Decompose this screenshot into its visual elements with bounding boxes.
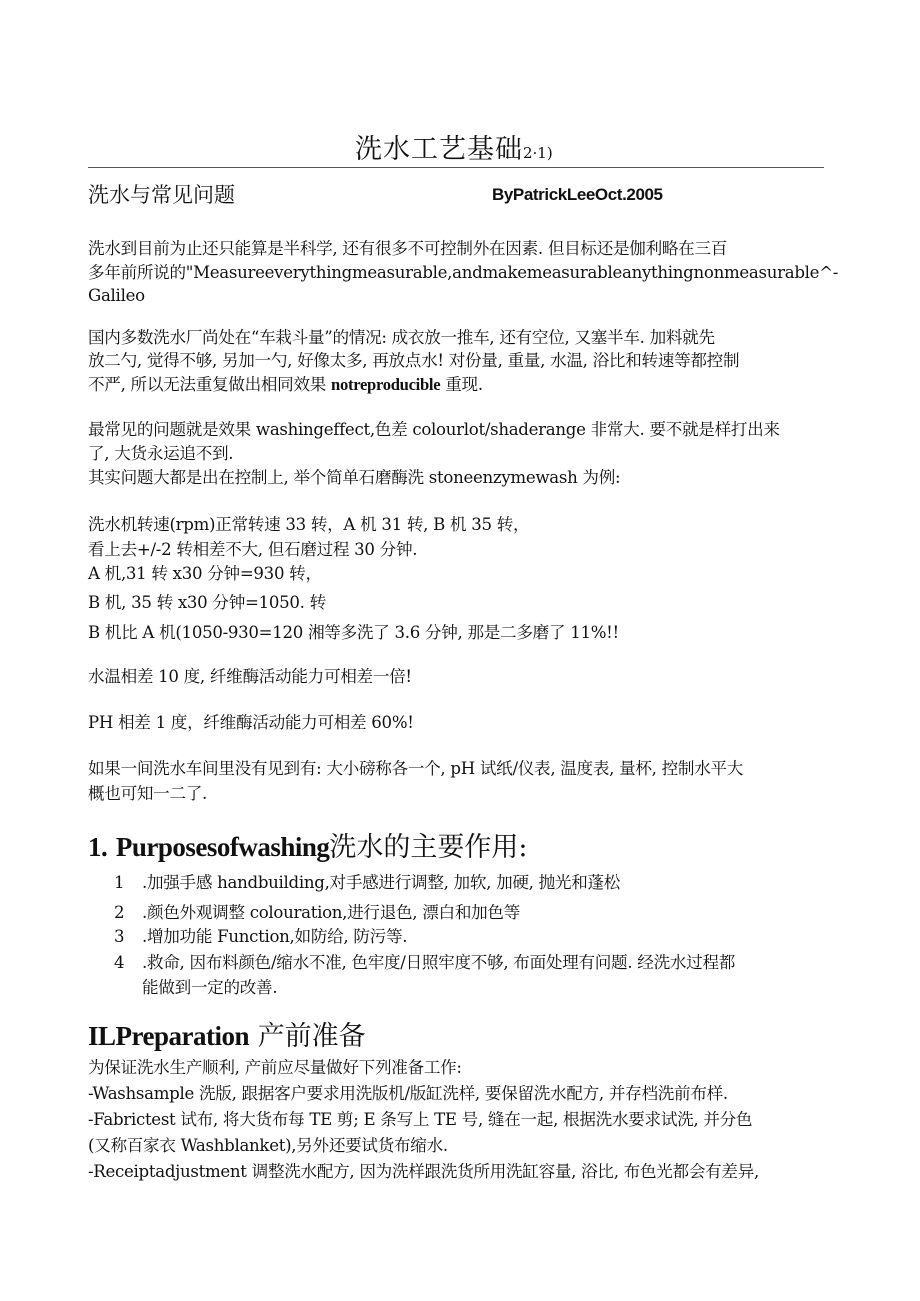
list-item: 4 .救命, 因布料颜色/缩水不准, 色牢度/日照牢度不够, 布面处理有问题. 经洗水过程都 bbox=[114, 953, 736, 972]
list-item: 2 .颜色外观调整 colouration,进行退色, 漂白和加色等 bbox=[114, 903, 521, 922]
intro-p2-line2: 放二勺, 觉得不够, 另加一勺, 好像太多, 再放点水! 对份量, 重量, 水温, 浴比和转速等都控制 bbox=[88, 351, 740, 370]
section2-heading bbox=[88, 1019, 366, 1054]
section2-line4: (又称百家衣 Washblanket),另外还要试货布缩水. bbox=[88, 1136, 448, 1155]
section2-line2: -Washsample 洗版, 跟据客户要求用洗版机/版缸洗样, 要保留洗水配方, 并存档洗前布样. bbox=[88, 1084, 728, 1103]
section2-line3: -Fabrictest 试布, 将大货布每 TE 剪; E 条写上 TE 号, 缝在一起, 根据洗水要求试洗, 并分色 bbox=[88, 1110, 753, 1129]
example-line6: 水温相差 10 度, 纤维酶活动能力可相差一倍! bbox=[88, 667, 412, 686]
intro-p1-line2: 多年前所说的"Measureeverythingmeasurable,andmakemeasurableanythingnonmeasurable^- bbox=[88, 263, 839, 282]
document-subtitle: 洗水与常见问题 bbox=[88, 183, 235, 207]
list-item-continuation: 能做到一定的改善. bbox=[142, 978, 278, 997]
section1-heading-chinese: 洗水的主要作用: bbox=[329, 832, 528, 863]
intro-p1-line1: 洗水到目前为止还只能算是半科学, 还有很多不可控制外在因素. 但目标还是伽利略在三百 bbox=[88, 239, 728, 258]
section1-heading: 1. Purposesofwashing洗水的主要作用: bbox=[88, 832, 528, 863]
intro-p2-line3: 不严, 所以无法重复做出相同效果 notreproducible 重现. bbox=[88, 375, 483, 394]
example-line2: 看上去+/-2 转相差不大, 但石磨过程 30 分钟. bbox=[88, 540, 418, 559]
example-line8: 如果一间洗水车间里没有见到有: 大小磅称各一个, pH 试纸/仪表, 温度表, 量杯, 控制水平大 bbox=[88, 759, 744, 778]
list-item: 1 .加强手感 handbuilding,对手感进行调整, 加软, 加硬, 抛光和蓬松 bbox=[114, 873, 621, 892]
author-line: ByPatrickLeeOct.2005 bbox=[492, 185, 663, 204]
title-rule bbox=[88, 167, 824, 168]
section2-line5: -Receiptadjustment 调整洗水配方, 因为洗样跟洗货所用洗缸容量, 浴比, 布色光都会有差异, bbox=[88, 1162, 759, 1181]
example-line5: B 机比 A 机(1050-930=120 湘等多洗了 3.6 分钟, 那是二多磨了 11%!! bbox=[88, 623, 619, 642]
example-line7: PH 相差 1 度，纤维酶活动能力可相差 60%! bbox=[88, 713, 414, 732]
section2-heading-latin: ILPreparation bbox=[88, 1021, 249, 1051]
example-line3: A 机,31 转 x30 分钟=930 转， bbox=[88, 564, 322, 583]
intro-p3-line1: 最常见的问题就是效果 washingeffect,色差 colourlot/shaderange 非常大. 要不就是样打出来 bbox=[88, 420, 780, 439]
list-item: 3 .增加功能 Function,如防给, 防污等. bbox=[114, 927, 408, 946]
intro-p3-line2: 了, 大货永运追不到. bbox=[88, 444, 234, 463]
intro-p1-line3: Galileo bbox=[88, 286, 145, 305]
example-line4: B 机, 35 转 x30 分钟=1050. 转 bbox=[88, 593, 326, 612]
example-line9: 概也可知一二了. bbox=[88, 784, 208, 803]
intro-p3-line3: 其实问题大都是出在控制上, 举个简单石磨酶洗 stoneenzymewash 为例: bbox=[88, 468, 621, 487]
not-reproducible-term: notreproducible bbox=[331, 375, 441, 394]
document-title bbox=[355, 133, 553, 170]
title-suffix: 2·1) bbox=[523, 144, 553, 162]
section2-line1: 为保证洗水生产顺利, 产前应尽量做好下列准备工作: bbox=[88, 1058, 462, 1077]
title-text: 洗水工艺基础 bbox=[355, 134, 523, 165]
section1-heading-latin: Purposesofwashing bbox=[115, 832, 330, 862]
example-line1: 洗水机转速(rpm)正常转速 33 转，A 机 31 转, B 机 35 转， bbox=[88, 515, 530, 534]
section2-heading-chinese: 产前准备 bbox=[257, 1021, 366, 1052]
intro-p2-line1: 国内多数洗水厂尚处在“车栽斗量”的情况: 成衣放一推车, 还有空位, 又塞半车. 加料就先 bbox=[88, 328, 715, 347]
